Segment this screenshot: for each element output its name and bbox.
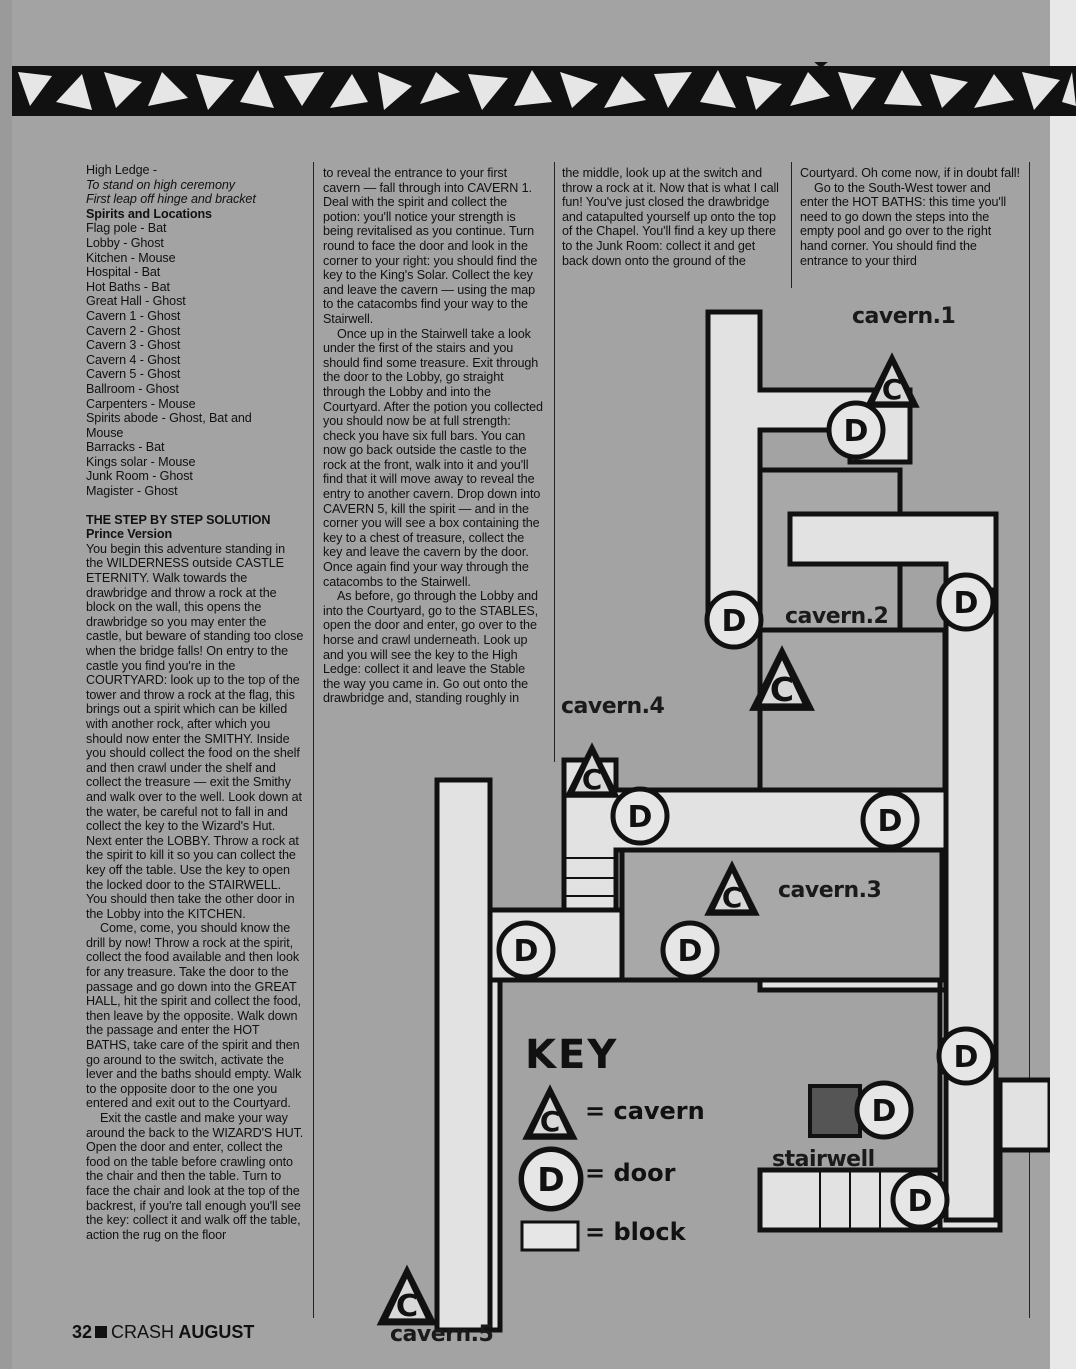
- spirits-list: [86, 221, 304, 498]
- spirit-list-item: Cavern 4 - Ghost: [86, 352, 181, 367]
- col3-para-1: the middle, look up at the switch and throw a rock at it. Now that is what I call fun! You've just closed the drawbridge and catapulted yourself up onto the top of the Chapel. You'll find a key up there to the Junk Room: collect it and get back down onto the ground of the: [562, 166, 779, 268]
- spirit-list-item: Hospital - Bat: [86, 265, 161, 280]
- col4-para-2: Go to the South-West tower and enter the HOT BATHS: this time you'll need to go down the steps into the empty pool and go over to the right hand corner. You should find the entrance to your third: [800, 180, 1007, 268]
- key-door-text: = door: [585, 1159, 676, 1187]
- cavern-4-label: cavern.4: [561, 694, 665, 719]
- key-block-text: = block: [585, 1218, 686, 1246]
- cavern-5-label: cavern.5: [390, 1322, 494, 1347]
- cavern-2-label: cavern.2: [785, 604, 889, 629]
- spirit-list-item: Kitchen - Mouse: [86, 250, 176, 265]
- solution-heading: THE STEP BY STEP SOLUTION: [86, 512, 271, 527]
- spirit-list-item: Mouse: [86, 425, 124, 440]
- spirit-list-item: Kings solar - Mouse: [86, 454, 196, 469]
- riddle-line-2: First leap off hinge and bracket: [86, 192, 256, 207]
- spirit-list-item: Ballroom - Ghost: [86, 381, 179, 396]
- spirit-list-item: Cavern 2 - Ghost: [86, 323, 181, 338]
- spirit-list-item: Magister - Ghost: [86, 484, 178, 499]
- col4-para-1: Courtyard. Oh come now, if in doubt fall!: [800, 166, 1020, 180]
- spirit-list-item: Cavern 1 - Ghost: [86, 308, 181, 323]
- column-rule-1: [313, 162, 314, 1318]
- solution-para-2: Come, come, you should know the drill by now! Throw a rock at the spirit, collect the food available and then look for any treasure. Take the door to the passage and go down into the GREAT HALL, hit the spirit and collect the food, then leave by the opposite. Walk down the passage and enter the HOT BATHS, take care of the spirit and then go around to the switch, activate the lever and the baths should empty. Walk to the opposite door to the one you entered and exit out to the Courtyard.: [86, 921, 302, 1111]
- spirit-list-item: Junk Room - Ghost: [86, 469, 193, 484]
- high-ledge-heading: High Ledge -: [86, 163, 157, 177]
- cavern-1-label: cavern.1: [852, 304, 956, 329]
- riddle-line-1: To stand on high ceremony: [86, 177, 235, 192]
- column-3: [562, 166, 784, 268]
- stairwell-label: stairwell: [772, 1147, 875, 1172]
- page-footer: [72, 1322, 254, 1343]
- spirit-list-item: Cavern 5 - Ghost: [86, 367, 181, 382]
- spirit-list-item: Spirits abode - Ghost, Bat and: [86, 411, 252, 426]
- magazine-name: CRASH: [111, 1322, 175, 1342]
- spirit-list-item: Barracks - Bat: [86, 440, 165, 455]
- decorative-banner: [12, 62, 1076, 120]
- next-page-edge: [1050, 0, 1076, 1369]
- spirit-list-item: Great Hall - Ghost: [86, 294, 186, 309]
- issue-month: AUGUST: [178, 1322, 255, 1342]
- solution-para-1: You begin this adventure standing in the WILDERNESS outside CASTLE ETERNITY. Walk towards the drawbridge and throw a rock at the block on the wall, this opens the drawbridge so you may enter the castle, but beware of standing too close when the bridge falls! On entry to the castle you find you're in the COURTYARD: look up to the top of the tower and throw a rock at the flag, this brings out a spirit which can be killed with another rock, after which you should now enter the SMITHY. Inside you should collect the food on the shelf and then crawl under the shelf and collect the treasure — exit the Smithy and walk over to the well. Look down at the water, be careful not to fall in and collect the key to the Wizard's Hut. Next enter the LOBBY. Throw a rock at the spirit to kill it so you can collect the key off the table. Use the key to open the locked door to the STAIRWELL. You should then take the other door in the Lobby into the KITCHEN.: [86, 541, 304, 921]
- spirit-list-item: Lobby - Ghost: [86, 235, 164, 250]
- spirit-list-item: Hot Baths - Bat: [86, 279, 170, 294]
- spirit-list-item: Flag pole - Bat: [86, 221, 167, 236]
- col2-para-3: As before, go through the Lobby and into the Courtyard, go to the STABLES, open the door and enter, go over to the horse and crawl underneath. Look up and you will see the key to the High Ledge: collect it and leave the Stable the way you came in. Go out onto the drawbridge and, standing roughly in: [323, 589, 539, 706]
- page-number: 32: [72, 1322, 93, 1342]
- spirits-heading: Spirits and Locations: [86, 206, 212, 221]
- column-rule-3: [791, 162, 792, 288]
- key-title: KEY: [525, 1032, 619, 1078]
- spirit-list-item: Cavern 3 - Ghost: [86, 338, 181, 353]
- key-cavern-text: = cavern: [585, 1097, 705, 1125]
- square-bullet-icon: [95, 1326, 107, 1338]
- col2-para-1: to reveal the entrance to your first cavern — fall through into CAVERN 1. Deal with the spirit and collect the potion: you'll notice your strength is being revitalised as you continue. Turn round to face the door and look in the corner to your right: you should find the key to the King's Solar. Collect the key and leave the cavern — using the map to the catacombs find your way to the Stairwell.: [323, 166, 538, 326]
- cavern-3-label: cavern.3: [778, 878, 882, 903]
- solution-para-3: Exit the castle and make your way around the back to the WIZARD'S HUT. Open the door and enter, collect the food on the table before crawling onto the chair and then the table. Turn to face the chair and look at the top of the backrest, if you're tall enough you'll see the key: collect it and walk off the table, action the rug on the floor: [86, 1111, 304, 1242]
- column-1: [86, 163, 304, 1242]
- catacomb-map: [360, 290, 1050, 1350]
- col2-para-2: Once up in the Stairwell take a look under the first of the stairs and you should find some treasure. Exit through the door to the Lobby, go straight through the Lobby and into the Courtyard. After the potion you collected you should now be at full strength: check you have six full bars. You can now go back outside the castle to the rock at the front, walk into it and you'll find that it will move away to reveal the entry to another cavern. Drop down into CAVERN 5, kill the spirit — and in the corner you will see a box containing the key to a chest of treasure, collect the key and leave the cavern by the door. Once again find your way through the catacombs to the Stairwell.: [323, 326, 543, 589]
- version-heading: Prince Version: [86, 527, 173, 542]
- column-4: [800, 166, 1022, 268]
- spirit-list-item: Carpenters - Mouse: [86, 396, 196, 411]
